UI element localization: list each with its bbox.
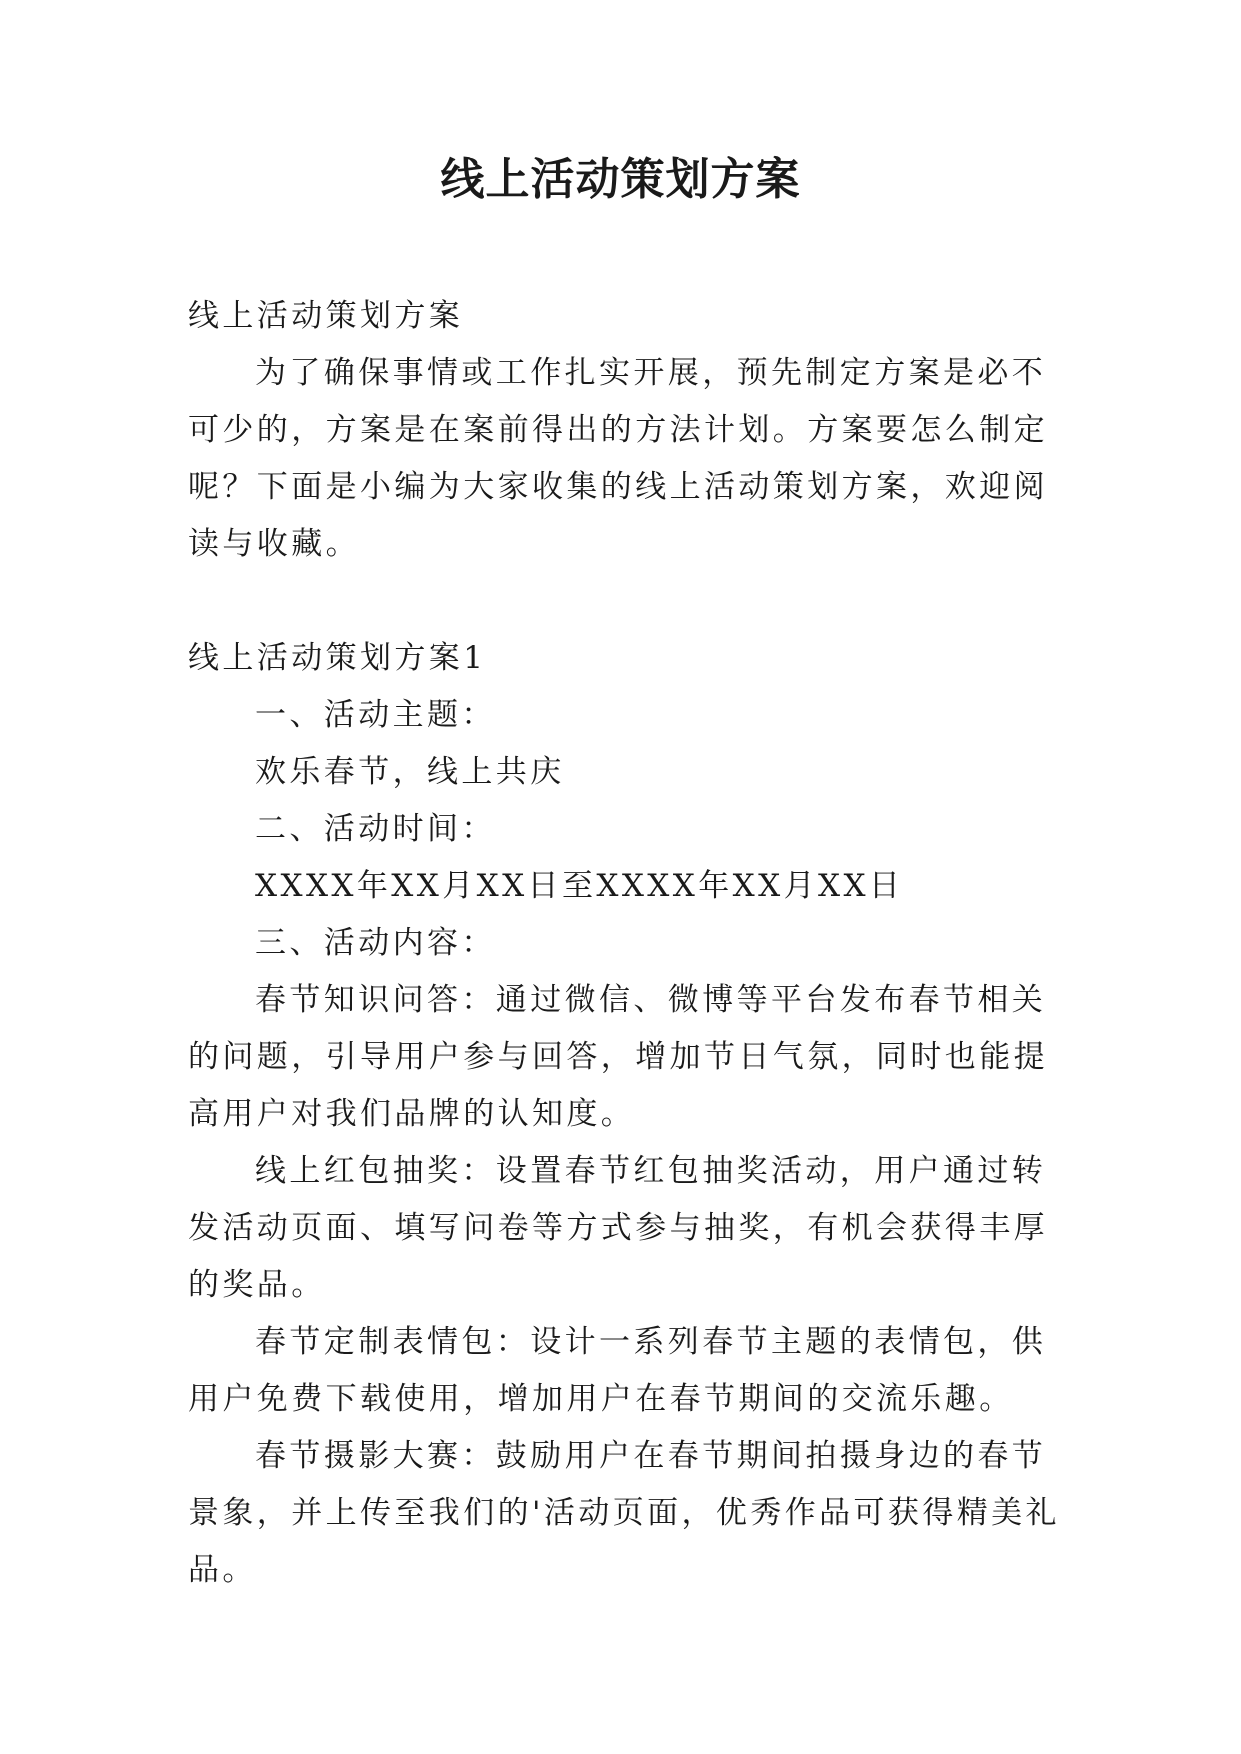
time-label: 二、活动时间： — [255, 811, 496, 847]
content-item-photo-contest: 春节摄影大赛：鼓励用户在春节期间拍摄身边的春节景象，并上传至我们的'活动页面，优秀作品可获得精美礼品。 — [188, 1438, 1060, 1588]
content-item-qa: 春节知识问答：通过微信、微博等平台发布春节相关的问题，引导用户参与回答，增加节日气氛，同时也能提高用户对我们品牌的认知度。 — [188, 982, 1048, 1132]
document-heading: 线上活动策划方案 — [188, 298, 464, 334]
content-item-red-packet: 线上红包抽奖：设置春节红包抽奖活动，用户通过转发活动页面、填写问卷等方式参与抽奖，有机会获得丰厚的奖品。 — [188, 1153, 1048, 1303]
document-title: 线上活动策划方案 — [440, 154, 801, 205]
document-body — [188, 288, 1060, 1599]
theme-label: 一、活动主题： — [255, 697, 496, 733]
content-label: 三、活动内容： — [255, 925, 496, 961]
intro-paragraph: 为了确保事情或工作扎实开展，预先制定方案是必不可少的，方案是在案前得出的方法计划。方案要怎么制定呢？下面是小编为大家收集的线上活动策划方案，欢迎阅读与收藏。 — [188, 355, 1048, 562]
theme-value: 欢乐春节，线上共庆 — [255, 754, 565, 790]
time-value: XXXX年XX月XX日至XXXX年XX月XX日 — [255, 868, 904, 904]
section-title: 线上活动策划方案1 — [188, 640, 487, 676]
content-item-sticker: 春节定制表情包：设计一系列春节主题的表情包，供用户免费下载使用，增加用户在春节期间的交流乐趣。 — [188, 1324, 1047, 1417]
paragraph-spacer — [188, 573, 1060, 630]
